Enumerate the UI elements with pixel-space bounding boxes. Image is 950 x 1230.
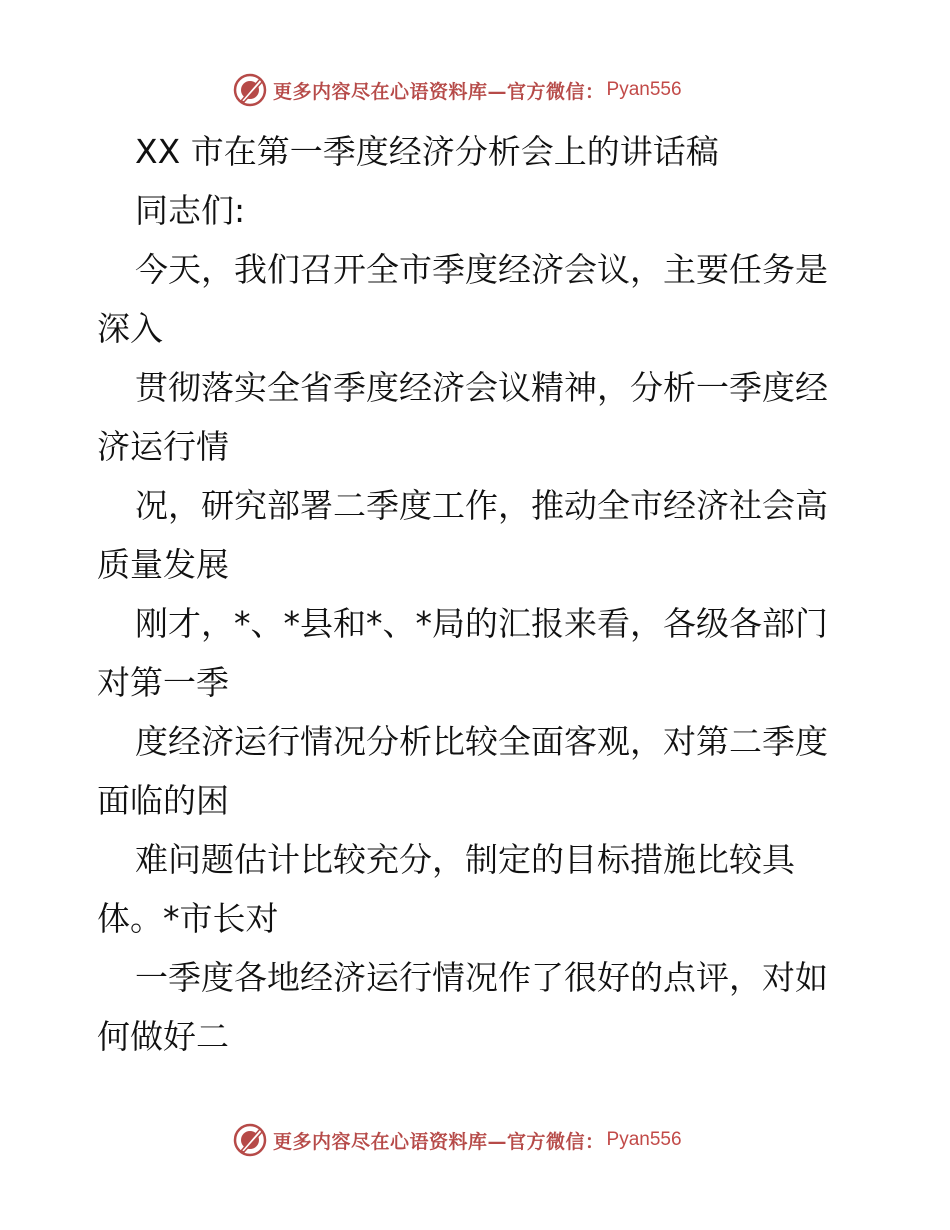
body-line: 况，研究部署二季度工作，推动全市经济社会高 <box>135 486 828 525</box>
footer-banner <box>233 1120 682 1160</box>
body-line: 何做好二 <box>97 1017 229 1056</box>
banner-handle: Pyan556 <box>606 79 682 100</box>
body-line: 深入 <box>97 309 163 348</box>
banner-text: 更多内容尽在心语资料库—官方微信： <box>273 1130 605 1153</box>
document-body <box>97 122 857 1066</box>
document-title: XX 市在第一季度经济分析会上的讲话稿 <box>135 132 719 171</box>
body-line: 体。*市长对 <box>97 899 279 938</box>
quill-logo-icon <box>233 73 267 107</box>
body-line: 同志们: <box>135 191 246 230</box>
body-line: 济运行情 <box>97 427 229 466</box>
body-line: 对第一季 <box>97 663 229 702</box>
body-line: 今天，我们召开全市季度经济会议，主要任务是 <box>135 250 828 289</box>
body-line: 刚才，*、*县和*、*局的汇报来看，各级各部门 <box>135 604 828 643</box>
body-line: 面临的困 <box>97 781 229 820</box>
body-line: 贯彻落实全省季度经济会议精神，分析一季度经 <box>135 368 828 407</box>
body-line: 度经济运行情况分析比较全面客观，对第二季度 <box>135 722 828 761</box>
quill-logo-icon <box>233 1123 267 1157</box>
body-line: 难问题估计比较充分，制定的目标措施比较具 <box>135 840 795 879</box>
banner-handle: Pyan556 <box>606 1129 682 1150</box>
body-line: 质量发展 <box>97 545 229 584</box>
body-line: 一季度各地经济运行情况作了很好的点评，对如 <box>135 958 828 997</box>
banner-text: 更多内容尽在心语资料库—官方微信： <box>273 80 605 103</box>
header-banner <box>233 70 682 110</box>
